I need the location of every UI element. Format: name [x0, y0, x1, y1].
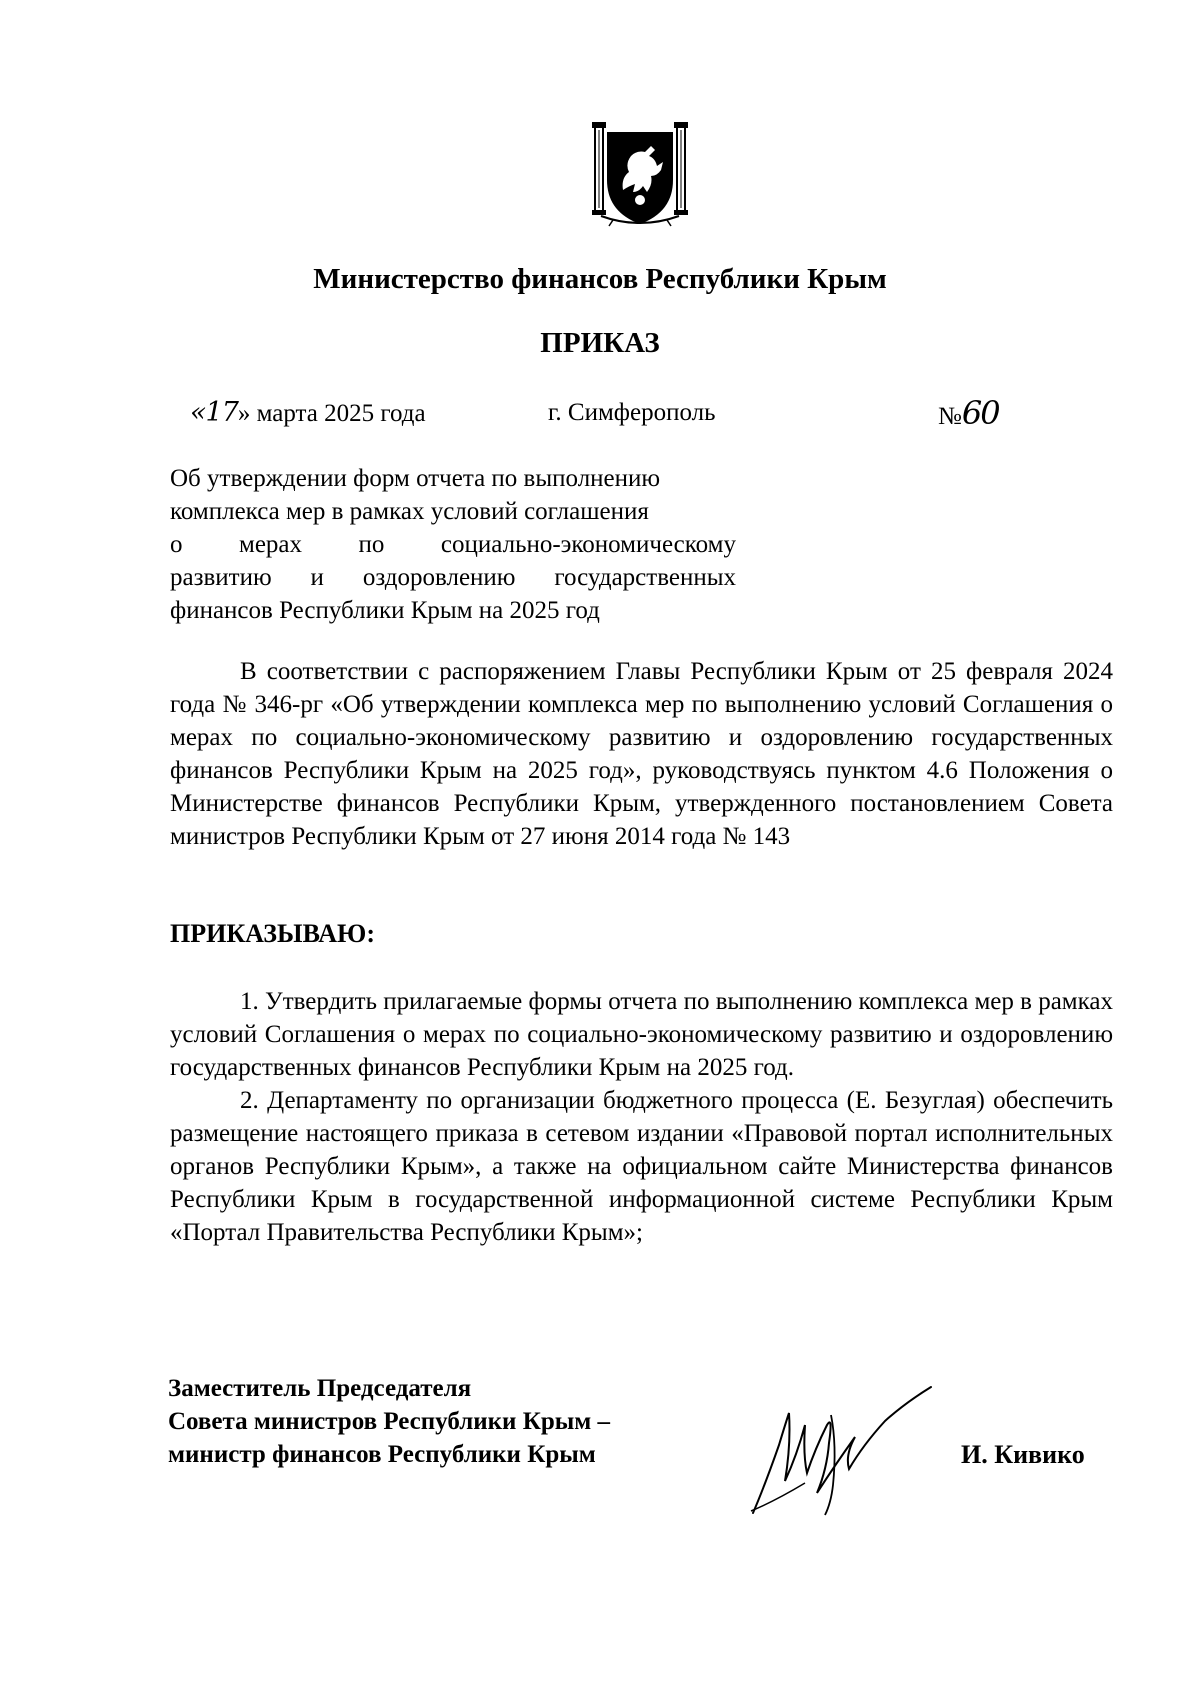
subject-line: комплекса мер в рамках условий соглашения — [170, 498, 649, 525]
document-type-title: ПРИКАЗ — [540, 327, 660, 359]
date-rest: » марта 2025 года — [237, 400, 426, 427]
date-quote-open: « — [190, 397, 206, 428]
handwritten-signature — [745, 1385, 935, 1520]
subject-line: финансов Республики Крым на 2025 год — [170, 597, 600, 624]
orders-heading: ПРИКАЗЫВАЮ: — [170, 919, 375, 948]
signatory-name: И. Кивико — [961, 1440, 1085, 1469]
coat-of-arms-icon — [591, 120, 689, 228]
signatory-position — [168, 1372, 610, 1471]
order-number — [938, 394, 999, 432]
subject-line: Об утверждении форм отчета по выполнению — [170, 465, 661, 492]
position-line: Совета министров Республики Крым – — [168, 1408, 611, 1435]
order-subject — [170, 462, 736, 627]
position-line: министр финансов Республики Крым — [168, 1441, 596, 1468]
number-value: 60 — [961, 394, 999, 432]
city: г. Симферополь — [548, 399, 716, 426]
subject-line: развитию и оздоровлению государственных — [170, 564, 736, 591]
preamble-paragraph: В соответствии с распоряжением Главы Республики Крым от 25 февраля 2024 года № 346-рг «Об утверждении комплекса мер по выполнению условий Соглашения о мерах по социально-экономическому развитию и оздоровлению государственных финансов Республики Крым на 2025 год», руководствуясь пунктом 4.6 Положения о Министерстве финансов Республики Крым, утвержденного постановлением Совета министров Республики Крым от 27 июня 2014 года № 143 — [170, 658, 1113, 850]
position-line: Заместитель Председателя — [168, 1375, 472, 1402]
order-date — [190, 398, 426, 429]
number-prefix: № — [938, 403, 962, 430]
order-item: 2. Департаменту по организации бюджетного процесса (Е. Безуглая) обеспечить размещение настоящего приказа в сетевом издании «Правовой портал исполнительных органов Республики Крым», а также на официальном сайте Министерства финансов Республики Крым в государственной информационной системе Республики Крым «Портал Правительства Республики Крым»; — [170, 1087, 1113, 1246]
date-day: 17 — [205, 397, 238, 428]
order-item: 1. Утвердить прилагаемые формы отчета по выполнению комплекса мер в рамках условий Соглашения о мерах по социально-экономическому развитию и оздоровлению государственных финансов Республики Крым на 2025 год. — [170, 988, 1113, 1081]
subject-line: о мерах по социально-экономическому — [170, 531, 736, 558]
order-items — [170, 985, 1113, 1249]
ministry-title: Министерство финансов Республики Крым — [313, 263, 887, 295]
